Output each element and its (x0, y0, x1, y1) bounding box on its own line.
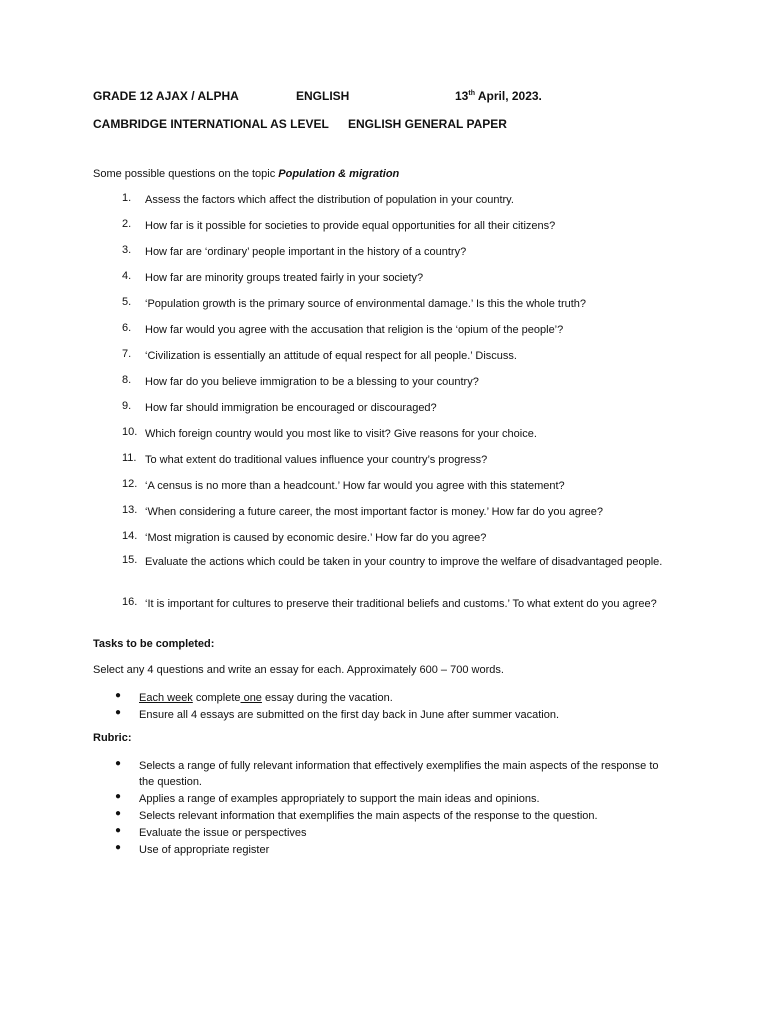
question-number: 3. (122, 244, 132, 256)
question-number: 2. (122, 218, 132, 230)
question-number: 1. (122, 192, 132, 204)
intro-topic: Population & migration (278, 168, 400, 180)
question-text: How far are minority groups treated fairly in your society? (145, 272, 424, 284)
rubric-text: Selects a range of fully relevant information that effectively exemplifies the main aspects of the response to the question. (139, 760, 659, 788)
question-text: Evaluate the actions which could be taken in your country to improve the welfare of disadvantaged people. (145, 556, 663, 568)
paper-label: ENGLISH GENERAL PAPER (348, 117, 507, 131)
question-number: 4. (122, 270, 132, 282)
task-text: Ensure all 4 essays are submitted on the first day back in June after summer vacation. (139, 709, 560, 721)
question-number: 9. (122, 400, 132, 412)
subject-label: ENGLISH (296, 89, 350, 103)
question-text: ‘Most migration is caused by economic desire.’ How far do you agree? (145, 532, 487, 544)
question-text: ‘When considering a future career, the most important factor is money.’ How far do you agree? (145, 506, 603, 518)
question-number: 11. (122, 452, 137, 464)
rubric-text: Applies a range of examples appropriately to support the main ideas and opinions. (139, 793, 540, 805)
rubric-text: Selects relevant information that exemplifies the main aspects of the response to the question. (139, 810, 598, 822)
question-text: ‘Civilization is essentially an attitude of equal respect for all people.’ Discuss. (145, 350, 517, 362)
bullet-icon: ● (115, 690, 122, 701)
task-text (139, 690, 659, 706)
question-text: ‘It is important for cultures to preserve their traditional beliefs and customs.’ To what extent do you agree? (145, 598, 657, 610)
date-suffix: th (468, 90, 475, 97)
rubric-heading: Rubric: (93, 732, 132, 744)
tasks-instruction: Select any 4 questions and write an essay for each. Approximately 600 – 700 words. (93, 664, 504, 676)
question-text: How far are ‘ordinary’ people important in the history of a country? (145, 246, 467, 258)
bullet-icon: ● (115, 758, 122, 769)
question-text: How far would you agree with the accusation that religion is the ‘opium of the people’? (145, 324, 564, 336)
question-text: ‘Population growth is the primary source of environmental damage.’ Is this the whole truth? (145, 298, 587, 310)
question-text: How far do you believe immigration to be a blessing to your country? (145, 376, 479, 388)
rubric-text: Evaluate the issue or perspectives (139, 827, 307, 839)
question-number: 7. (122, 348, 132, 360)
each-week-text: Each week (139, 692, 193, 704)
question-number: 6. (122, 322, 132, 334)
grade-label: GRADE 12 AJAX / ALPHA (93, 89, 239, 103)
one-text: one (240, 692, 262, 704)
rubric-text: Use of appropriate register (139, 844, 270, 856)
intro-line (93, 168, 399, 180)
question-text: Which foreign country would you most like to visit? Give reasons for your choice. (145, 428, 537, 440)
question-number: 12. (122, 478, 138, 490)
essay-text: essay during the vacation. (261, 692, 393, 704)
question-number: 15. (122, 554, 138, 566)
intro-prefix: Some possible questions on the topic (93, 168, 279, 180)
bullet-icon: ● (115, 825, 122, 836)
question-number: 8. (122, 374, 132, 386)
date-day: 13 (455, 89, 469, 103)
tasks-heading: Tasks to be completed: (93, 638, 215, 650)
question-text: ‘A census is no more than a headcount.’ How far would you agree with this statement? (145, 480, 565, 492)
question-number: 14. (122, 530, 138, 542)
question-text: How far is it possible for societies to provide equal opportunities for all their citizens? (145, 220, 556, 232)
bullet-icon: ● (115, 791, 122, 802)
question-number: 5. (122, 296, 132, 308)
bullet-icon: ● (115, 842, 122, 853)
bullet-icon: ● (115, 707, 122, 718)
board-label: CAMBRIDGE INTERNATIONAL AS LEVEL (93, 117, 329, 131)
date-rest: April, 2023. (474, 89, 542, 103)
question-number: 13. (122, 504, 138, 516)
question-text: To what extent do traditional values influence your country’s progress? (145, 454, 488, 466)
date-label (455, 89, 542, 103)
bullet-icon: ● (115, 808, 122, 819)
question-text: How far should immigration be encouraged or discouraged? (145, 402, 437, 414)
question-text: Assess the factors which affect the distribution of population in your country. (145, 194, 514, 206)
question-number: 10. (122, 426, 138, 438)
question-number: 16. (122, 596, 138, 608)
complete-text: complete (192, 692, 241, 704)
